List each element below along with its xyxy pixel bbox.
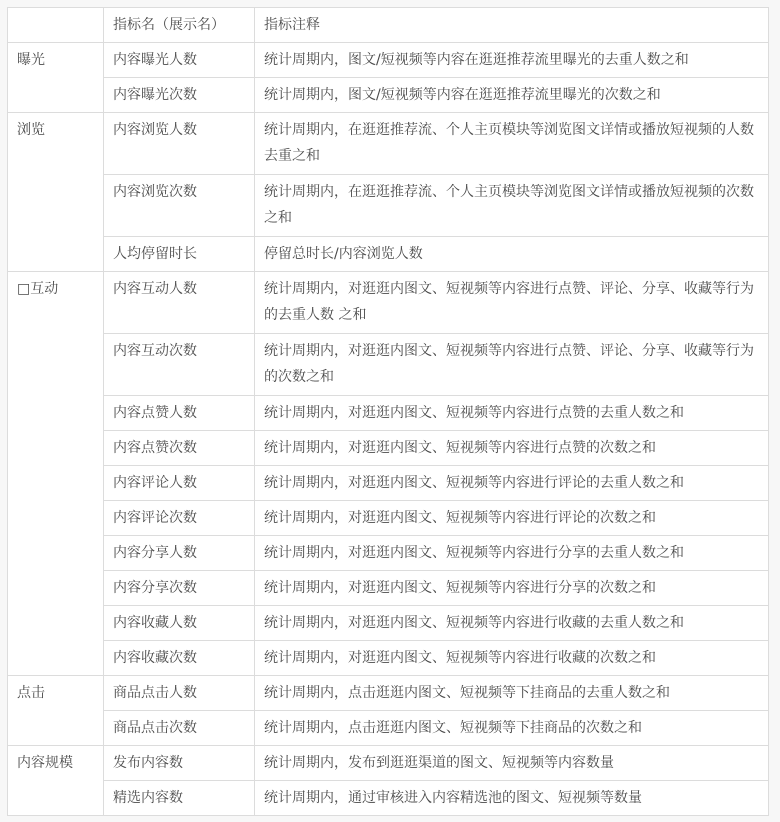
metric-name-cell: 内容曝光次数	[104, 78, 255, 113]
metric-name-cell: 商品点击次数	[104, 711, 255, 746]
metric-name-cell: 内容点赞次数	[104, 431, 255, 466]
table-row	[8, 237, 769, 272]
metric-name-cell: 内容互动人数	[104, 272, 255, 334]
metric-desc-cell: 统计周期内，图文/短视频等内容在逛逛推荐流里曝光的次数之和	[255, 78, 769, 113]
metric-desc-cell: 统计周期内，图文/短视频等内容在逛逛推荐流里曝光的去重人数之和	[255, 43, 769, 78]
metric-name-cell: 内容曝光人数	[104, 43, 255, 78]
metric-name-cell: 发布内容数	[104, 746, 255, 781]
metric-desc-cell: 统计周期内，对逛逛内图文、短视频等内容进行点赞的去重人数之和	[255, 396, 769, 431]
metric-desc-cell: 统计周期内，对逛逛内图文、短视频等内容进行收藏的去重人数之和	[255, 606, 769, 641]
header-metric-description: 指标注释	[255, 8, 769, 43]
metric-name-cell: 内容收藏次数	[104, 641, 255, 676]
metric-desc-cell: 统计周期内，在逛逛推荐流、个人主页模块等浏览图文详情或播放短视频的次数之和	[255, 175, 769, 237]
metric-desc-cell: 统计周期内，对逛逛内图文、短视频等内容进行点赞、评论、分享、收藏等行为的次数之和	[255, 334, 769, 396]
category-cell-exposure: 曝光	[8, 43, 104, 113]
table-row	[8, 746, 769, 781]
header-metric-name: 指标名（展示名）	[104, 8, 255, 43]
metric-name-cell: 人均停留时长	[104, 237, 255, 272]
metric-desc-cell: 统计周期内，点击逛逛内图文、短视频等下挂商品的去重人数之和	[255, 676, 769, 711]
table-row	[8, 711, 769, 746]
metric-name-cell: 内容评论次数	[104, 501, 255, 536]
metric-desc-cell: 统计周期内，对逛逛内图文、短视频等内容进行点赞的次数之和	[255, 431, 769, 466]
metric-desc-cell: 统计周期内，点击逛逛内图文、短视频等下挂商品的次数之和	[255, 711, 769, 746]
metric-desc-cell: 统计周期内，对逛逛内图文、短视频等内容进行收藏的次数之和	[255, 641, 769, 676]
metric-desc-cell: 统计周期内，对逛逛内图文、短视频等内容进行分享的次数之和	[255, 571, 769, 606]
metric-desc-cell: 统计周期内，发布到逛逛渠道的图文、短视频等内容数量	[255, 746, 769, 781]
table-row	[8, 466, 769, 501]
metric-desc-cell: 统计周期内，对逛逛内图文、短视频等内容进行评论的次数之和	[255, 501, 769, 536]
metric-name-cell: 内容分享次数	[104, 571, 255, 606]
table-row	[8, 501, 769, 536]
table-row	[8, 571, 769, 606]
metric-name-cell: 内容评论人数	[104, 466, 255, 501]
table-row	[8, 676, 769, 711]
table-row	[8, 536, 769, 571]
metric-name-cell: 精选内容数	[104, 781, 255, 816]
table-row	[8, 431, 769, 466]
metric-desc-cell: 停留总时长/内容浏览人数	[255, 237, 769, 272]
category-cell-interaction: □互动	[8, 272, 104, 676]
table-row	[8, 272, 769, 334]
header-category	[8, 8, 104, 43]
category-cell-browse: 浏览	[8, 113, 104, 272]
table-row	[8, 641, 769, 676]
metric-desc-cell: 统计周期内，对逛逛内图文、短视频等内容进行分享的去重人数之和	[255, 536, 769, 571]
metric-desc-cell: 统计周期内，在逛逛推荐流、个人主页模块等浏览图文详情或播放短视频的人数去重之和	[255, 113, 769, 175]
table-row	[8, 781, 769, 816]
metric-name-cell: 商品点击人数	[104, 676, 255, 711]
metric-name-cell: 内容分享人数	[104, 536, 255, 571]
table-row	[8, 606, 769, 641]
category-cell-click: 点击	[8, 676, 104, 746]
table-row	[8, 43, 769, 78]
table-row	[8, 396, 769, 431]
metrics-definition-table	[7, 7, 769, 816]
metrics-table-container	[7, 7, 768, 816]
metric-desc-cell: 统计周期内，通过审核进入内容精选池的图文、短视频等数量	[255, 781, 769, 816]
metric-name-cell: 内容收藏人数	[104, 606, 255, 641]
table-row	[8, 334, 769, 396]
metric-desc-cell: 统计周期内，对逛逛内图文、短视频等内容进行评论的去重人数之和	[255, 466, 769, 501]
category-cell-content-scale: 内容规模	[8, 746, 104, 816]
metric-name-cell: 内容浏览人数	[104, 113, 255, 175]
metric-desc-cell: 统计周期内，对逛逛内图文、短视频等内容进行点赞、评论、分享、收藏等行为的去重人数 之和	[255, 272, 769, 334]
table-row	[8, 78, 769, 113]
table-row	[8, 113, 769, 175]
metric-name-cell: 内容点赞人数	[104, 396, 255, 431]
table-header-row	[8, 8, 769, 43]
metric-name-cell: 内容浏览次数	[104, 175, 255, 237]
table-row	[8, 175, 769, 237]
metric-name-cell: 内容互动次数	[104, 334, 255, 396]
